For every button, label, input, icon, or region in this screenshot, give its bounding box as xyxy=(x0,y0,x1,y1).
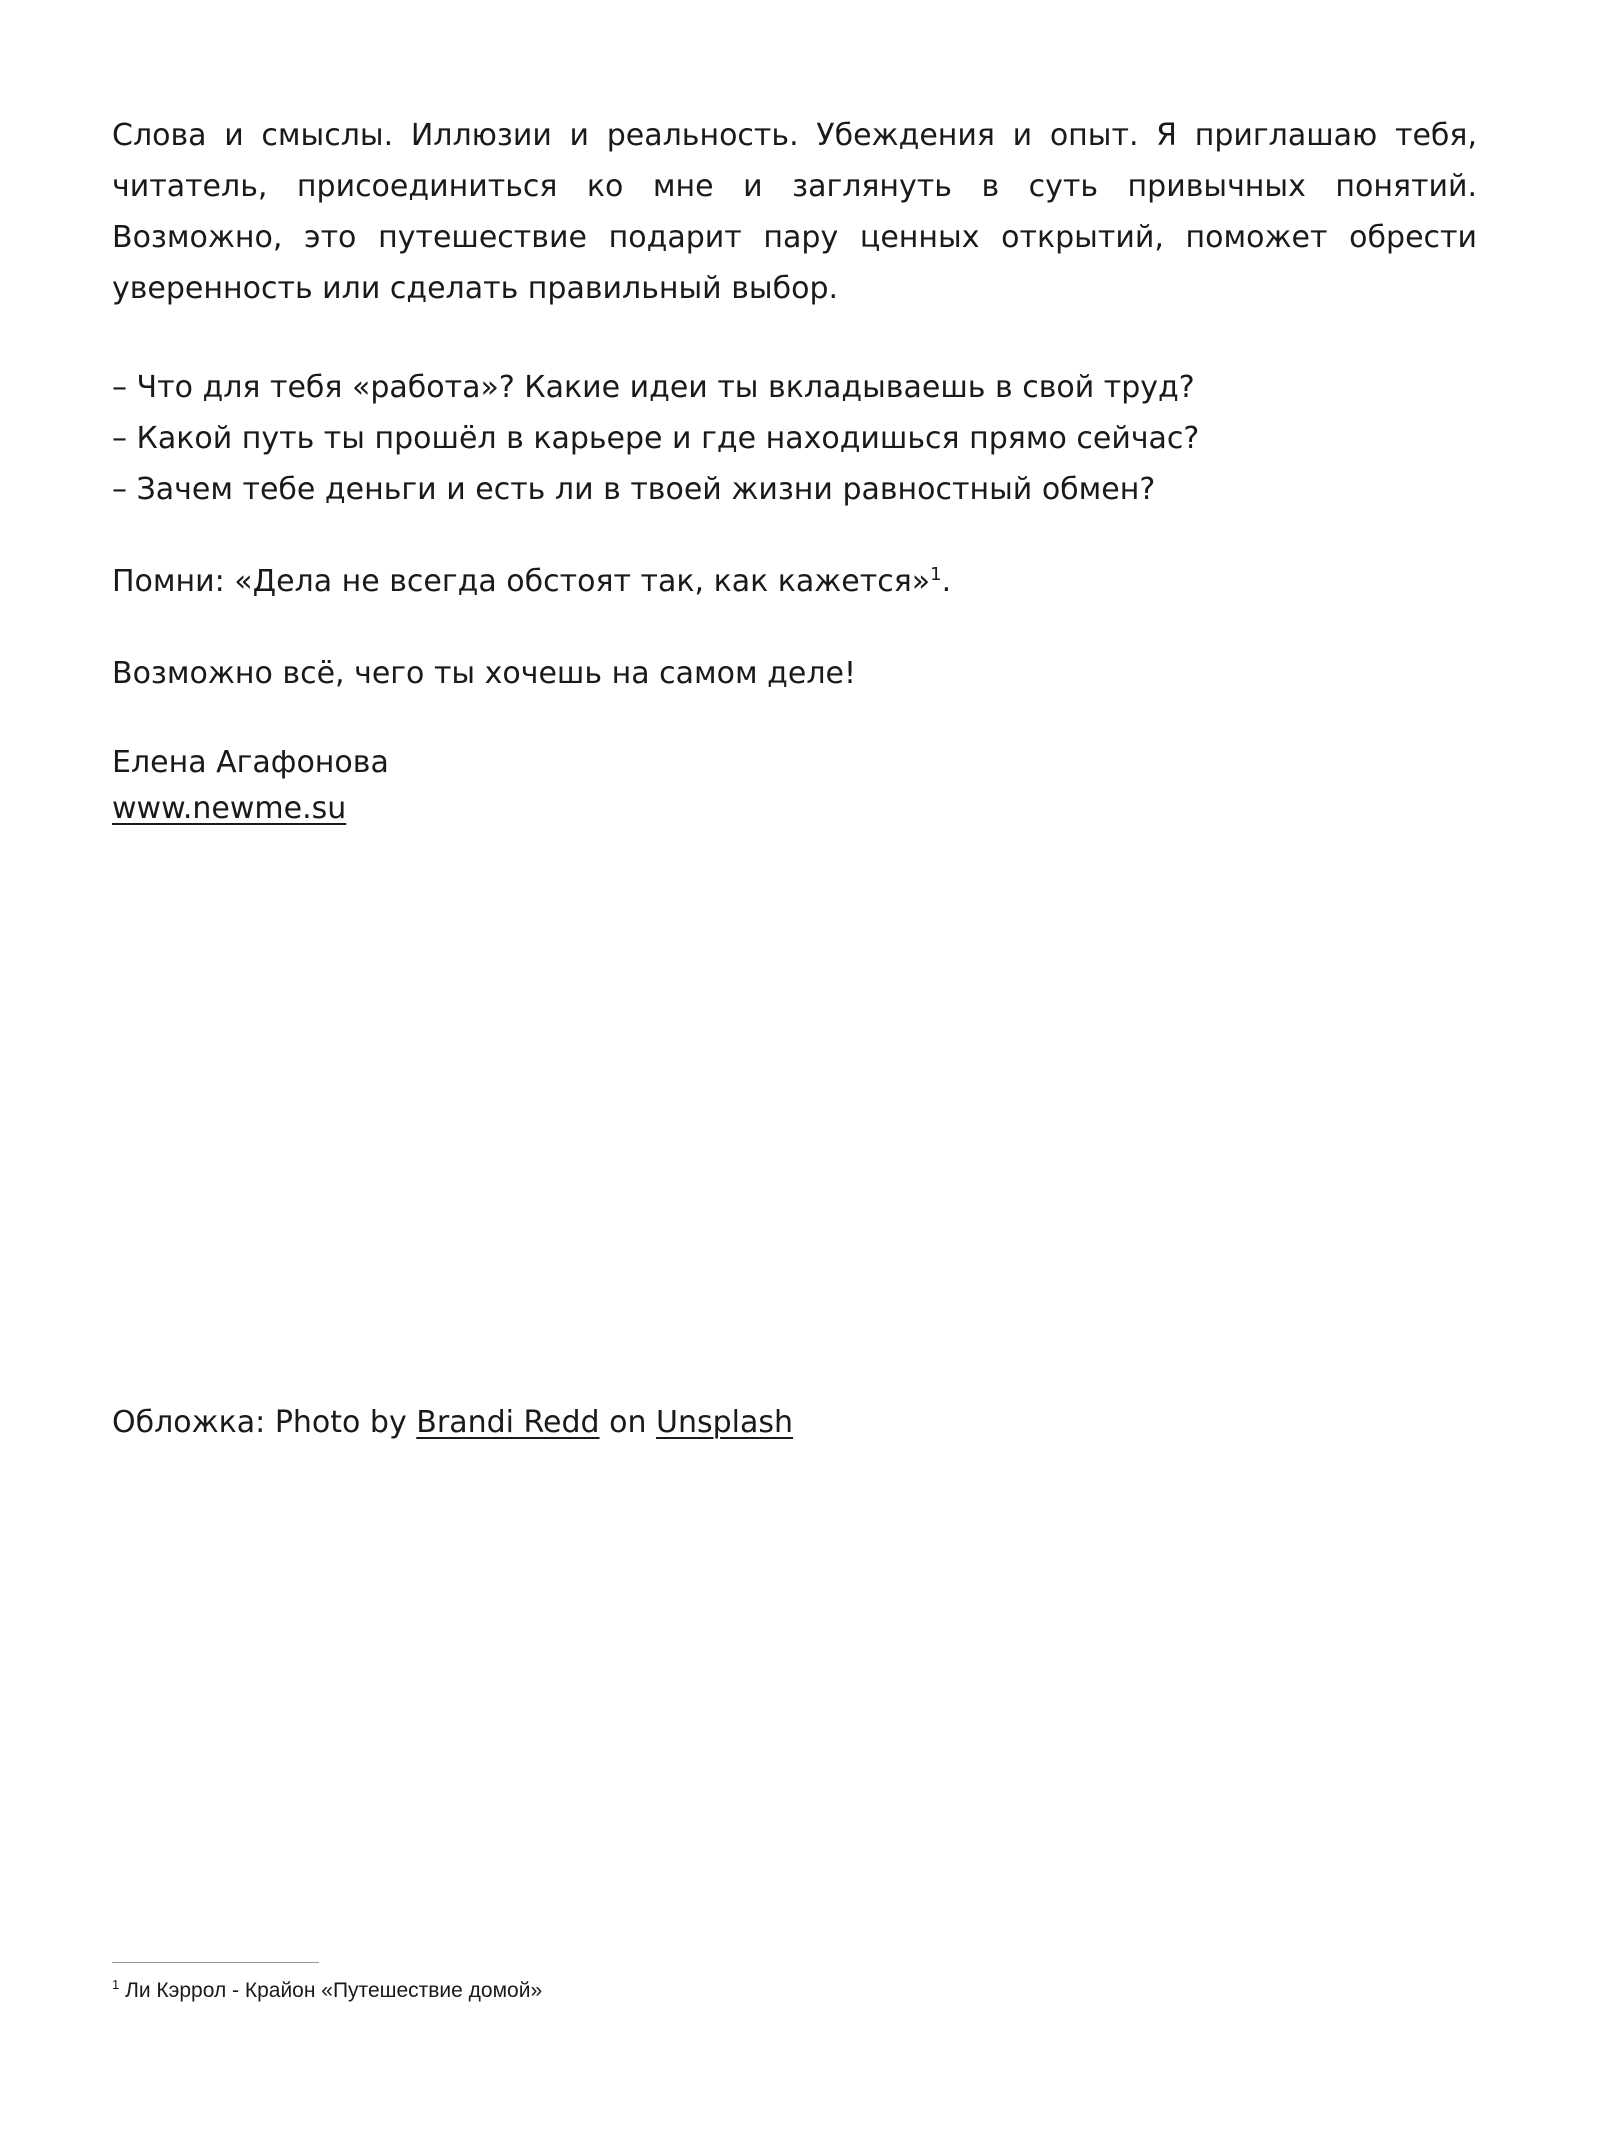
intro-paragraph: Слова и смыслы. Иллюзии и реальность. Убеждения и опыт. Я приглашаю тебя, читатель, присоединиться ко мне и заглянуть в суть привычных понятий. Возможно, это путешествие подарит пару ценных открытий, поможет обрести уверенность или сделать правильный выбор. xyxy=(112,118,1477,306)
question-item: – Что для тебя «работа»? Какие идеи ты вкладываешь в свой труд? xyxy=(112,370,1195,405)
credit-prefix: Обложка: Photo by xyxy=(112,1405,407,1440)
page-content xyxy=(112,110,1477,832)
footnote-divider xyxy=(112,1962,319,1963)
unsplash-link[interactable]: Unsplash xyxy=(656,1405,794,1440)
author-signature xyxy=(112,740,1477,832)
questions-list xyxy=(112,362,1477,515)
reminder-end: . xyxy=(941,564,952,599)
author-website-link[interactable]: www.newme.su xyxy=(112,791,347,826)
footnote-reference[interactable]: 1 xyxy=(930,564,942,585)
photographer-link[interactable]: Brandi Redd xyxy=(416,1405,600,1440)
motto: Возможно всё, чего ты хочешь на самом деле! xyxy=(112,656,857,691)
question-item: – Какой путь ты прошёл в карьере и где находишься прямо сейчас? xyxy=(112,421,1200,456)
footnote xyxy=(112,1976,542,2006)
cover-credit xyxy=(112,1400,793,1446)
footnote-marker: 1 xyxy=(112,1977,120,1992)
footnote-text: Ли Кэррол - Крайон «Путешествие домой» xyxy=(119,1979,543,2002)
reminder-quote xyxy=(112,556,1477,607)
reminder-text: Помни: «Дела не всегда обстоят так, как кажется» xyxy=(112,564,931,599)
credit-middle: on xyxy=(609,1405,647,1440)
question-item: – Зачем тебе деньги и есть ли в твоей жизни равностный обмен? xyxy=(112,472,1156,507)
author-name: Елена Агафонова xyxy=(112,745,389,780)
